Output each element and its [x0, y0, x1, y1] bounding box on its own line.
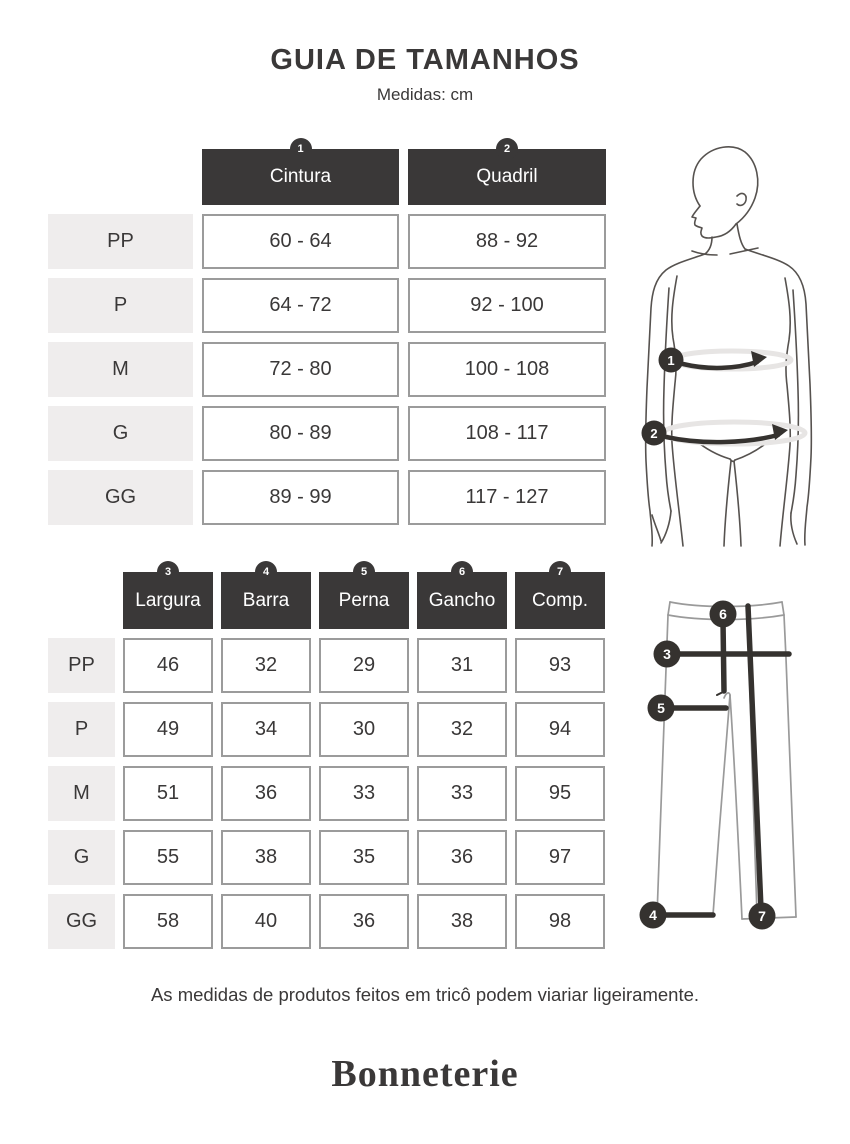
table-corner	[48, 572, 115, 629]
measure-cell: 34	[221, 702, 311, 757]
col-header-barra	[221, 566, 311, 629]
units-label: Medidas: cm	[376, 85, 474, 104]
marker-badge-3: 3	[663, 646, 671, 662]
col-header-largura	[123, 566, 213, 629]
col-header-label: Cintura	[269, 166, 332, 187]
size-label: GG	[48, 894, 115, 949]
marker-badge-5: 5	[657, 700, 665, 716]
measure-cell: 36	[319, 894, 409, 949]
col-header-label: Gancho	[428, 589, 496, 611]
measure-cell: 94	[515, 702, 605, 757]
size-label: M	[48, 342, 193, 397]
measure-cell: 95	[515, 766, 605, 821]
col-header-comp	[515, 566, 605, 629]
measure-cell: 89 - 99	[202, 470, 399, 525]
col-header-label: Largura	[135, 589, 201, 611]
measure-cell: 35	[319, 830, 409, 885]
measure-cell: 92 - 100	[408, 278, 606, 333]
measure-cell: 31	[417, 638, 507, 693]
pants-measure-lines	[664, 606, 789, 915]
measure-cell: 32	[221, 638, 311, 693]
measure-cell: 38	[417, 894, 507, 949]
marker-badge-5: 5	[353, 561, 375, 583]
note-text: As medidas de produtos feitos em tricô podem viariar ligeiramente.	[150, 984, 700, 1005]
measure-cell: 88 - 92	[408, 214, 606, 269]
measure-cell: 36	[221, 766, 311, 821]
measure-cell: 49	[123, 702, 213, 757]
measure-cell: 32	[417, 702, 507, 757]
measure-cell: 108 - 117	[408, 406, 606, 461]
measure-cell: 100 - 108	[408, 342, 606, 397]
col-header-label: Comp.	[532, 589, 588, 611]
marker-badge-7: 7	[758, 908, 766, 924]
marker-badge-2: 2	[496, 138, 518, 160]
marker-badge-7: 7	[549, 561, 571, 583]
measure-cell: 64 - 72	[202, 278, 399, 333]
measure-cell: 40	[221, 894, 311, 949]
measure-cell: 36	[417, 830, 507, 885]
table-corner	[48, 149, 193, 205]
size-label: P	[48, 278, 193, 333]
measure-cell: 46	[123, 638, 213, 693]
size-label: M	[48, 766, 115, 821]
size-label: P	[48, 702, 115, 757]
size-label: PP	[48, 214, 193, 269]
marker-badge-4: 4	[255, 561, 277, 583]
col-header-label: Barra	[242, 589, 290, 611]
marker-badge-6: 6	[451, 561, 473, 583]
body-measurement-figure	[633, 143, 838, 548]
measure-cell: 55	[123, 830, 213, 885]
col-header-label: Perna	[338, 589, 390, 611]
measure-cell: 60 - 64	[202, 214, 399, 269]
measure-cell: 117 - 127	[408, 470, 606, 525]
measure-cell: 93	[515, 638, 605, 693]
size-label: GG	[48, 470, 193, 525]
measure-cell: 97	[515, 830, 605, 885]
col-header-cintura	[202, 143, 399, 205]
measure-cell: 51	[123, 766, 213, 821]
measure-cell: 98	[515, 894, 605, 949]
pants-measurement-figure	[628, 565, 813, 960]
marker-badge-1: 1	[667, 353, 675, 368]
marker-badge-2: 2	[650, 426, 658, 441]
measure-cell: 38	[221, 830, 311, 885]
waist-hip-table	[48, 143, 606, 525]
marker-badge-6: 6	[719, 606, 727, 622]
measure-cell: 29	[319, 638, 409, 693]
measure-cell: 33	[319, 766, 409, 821]
measure-cell: 58	[123, 894, 213, 949]
body-outline	[646, 147, 812, 546]
measure-cell: 33	[417, 766, 507, 821]
size-label: G	[48, 406, 193, 461]
measure-cell: 72 - 80	[202, 342, 399, 397]
col-header-quadril	[408, 143, 606, 205]
brand-logo: Bonneterie	[331, 1053, 519, 1095]
size-label: G	[48, 830, 115, 885]
col-header-perna	[319, 566, 409, 629]
marker-badge-4: 4	[649, 907, 657, 923]
col-header-label: Quadril	[476, 166, 538, 187]
marker-badge-1: 1	[290, 138, 312, 160]
size-label: PP	[48, 638, 115, 693]
measure-cell: 80 - 89	[202, 406, 399, 461]
measure-cell: 30	[319, 702, 409, 757]
col-header-gancho	[417, 566, 507, 629]
pants-measures-table	[48, 566, 605, 949]
marker-badge-3: 3	[157, 561, 179, 583]
page-title: GUIA DE TAMANHOS	[270, 44, 580, 76]
